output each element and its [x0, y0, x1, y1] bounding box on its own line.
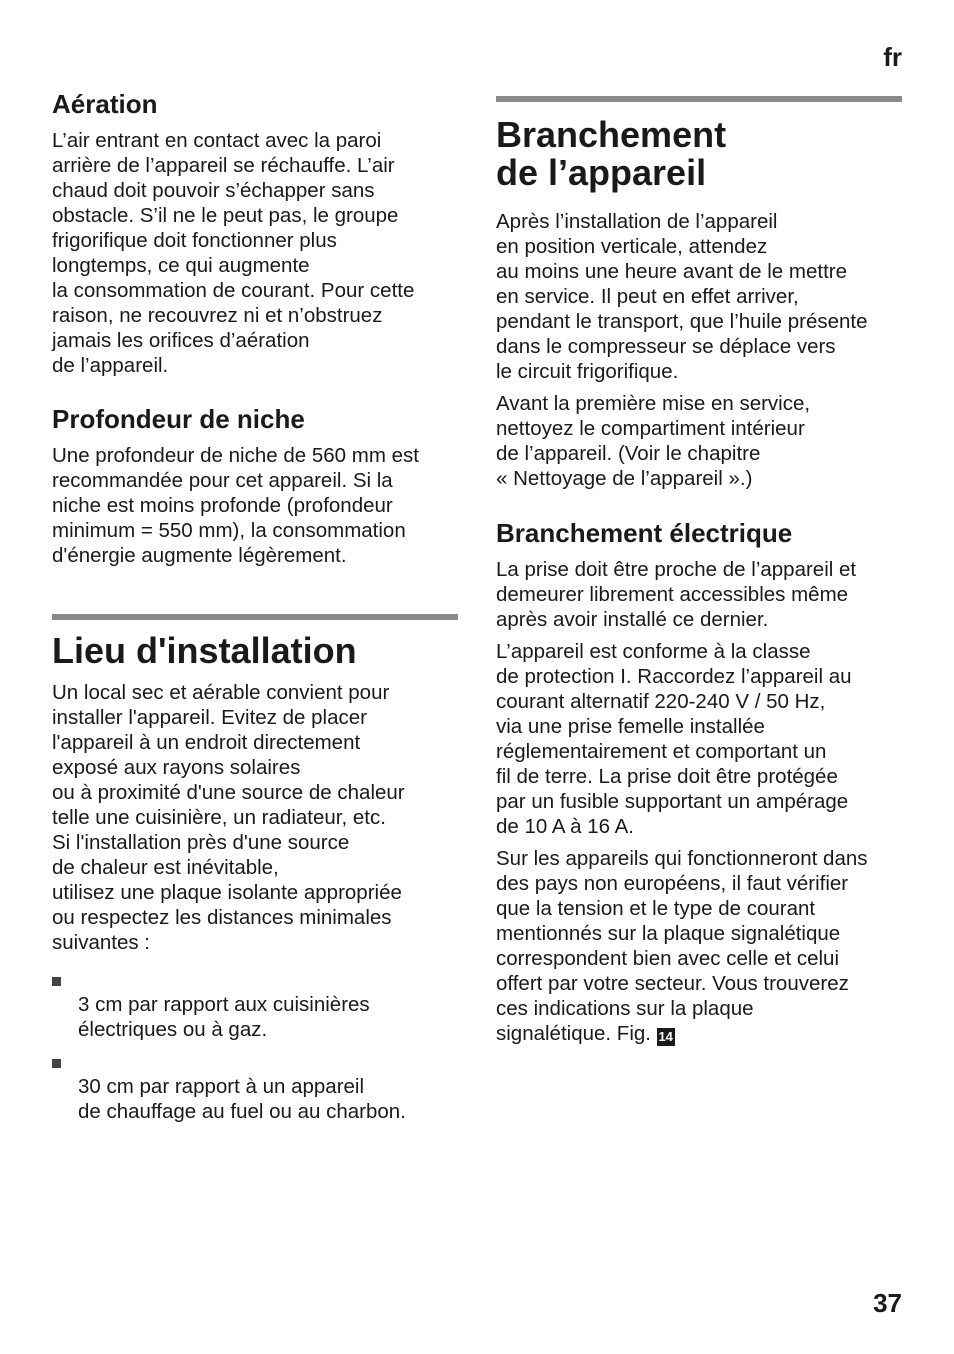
- square-bullet-icon: [52, 977, 61, 986]
- list-item: [52, 967, 458, 1042]
- electrique-heading: Branchement électrique: [496, 518, 793, 548]
- electrique-text-2: L’appareil est conforme à la classe de protection I. Raccordez l’appareil au courant alternatif 220-240 V / 50 Hz, via une prise femelle installée réglementairement et comportant un fil de terre. La prise doit être protégée par un fusible supportant un ampérage de 10 A à 16 A.: [496, 640, 852, 838]
- square-bullet-icon: [52, 1059, 61, 1068]
- branchement-heading: Branchement de l’appareil: [496, 114, 727, 193]
- profondeur-text: Une profondeur de niche de 560 mm est recommandée pour cet appareil. Si la niche est moins profonde (profondeur minimum = 550 mm), la consommation d'énergie augmente légèrement.: [52, 444, 419, 567]
- electrique-text-1: La prise doit être proche de l’appareil et demeurer librement accessibles même après avoir installé ce dernier.: [496, 558, 857, 631]
- list-item: [52, 1049, 458, 1124]
- branchement-text-2: Avant la première mise en service, nettoyez le compartiment intérieur de l’appareil. (Voir le chapitre « Nettoyage de l’appareil ».): [496, 392, 811, 490]
- right-column: [496, 0, 902, 1046]
- language-label: fr: [883, 42, 902, 72]
- electrique-text-3: [496, 846, 902, 1046]
- electrique-text-3-body: Sur les appareils qui fonctionneront dans des pays non européens, il faut vérifier que la tension et le type de courant mentionnés sur la plaque signalétique correspondent bien avec celle et celui offert par votre secteur. Vous trouverez ces indications sur la plaque signalétique. Fig.: [496, 847, 868, 1045]
- aeration-heading: Aération: [52, 89, 158, 119]
- figure-reference-badge: 14: [658, 1029, 673, 1044]
- section-divider: [52, 614, 458, 620]
- aeration-text: L’air entrant en contact avec la paroi arrière de l’appareil se réchauffe. L’air chaud doit pouvoir s’échapper sans obstacle. S’il ne le peut pas, le groupe frigorifique doit fonctionner plus longtemps, ce qui augmente la consommation de courant. Pour cette raison, ne recouvrez ni et n’obstruez jamais les orifices d’aération de l’appareil.: [52, 129, 415, 377]
- list-item-text: 3 cm par rapport aux cuisinières électriques ou à gaz.: [78, 993, 370, 1041]
- section-divider: [496, 96, 902, 102]
- page-number: 37: [873, 1288, 902, 1318]
- profondeur-heading: Profondeur de niche: [52, 404, 305, 434]
- distance-list: [52, 967, 458, 1124]
- list-item-text: 30 cm par rapport à un appareil de chauffage au fuel ou au charbon.: [78, 1075, 406, 1123]
- lieu-text: Un local sec et aérable convient pour installer l'appareil. Evitez de placer l'appareil à un endroit directement exposé aux rayons solaires ou à proximité d'une source de chaleur telle une cuisinière, un radiateur, etc. Si l'installation près d'une source de chaleur est inévitable, utilisez une plaque isolante appropriée ou respectez les distances minimales suivantes :: [52, 681, 405, 954]
- branchement-text-1: Après l’installation de l’appareil en position verticale, attendez au moins une heure avant de le mettre en service. Il peut en effet arriver, pendant le transport, que l’huile présente dans le compresseur se déplace vers le circuit frigorifique.: [496, 210, 868, 383]
- lieu-heading: Lieu d'installation: [52, 630, 357, 671]
- left-column: [52, 0, 458, 1124]
